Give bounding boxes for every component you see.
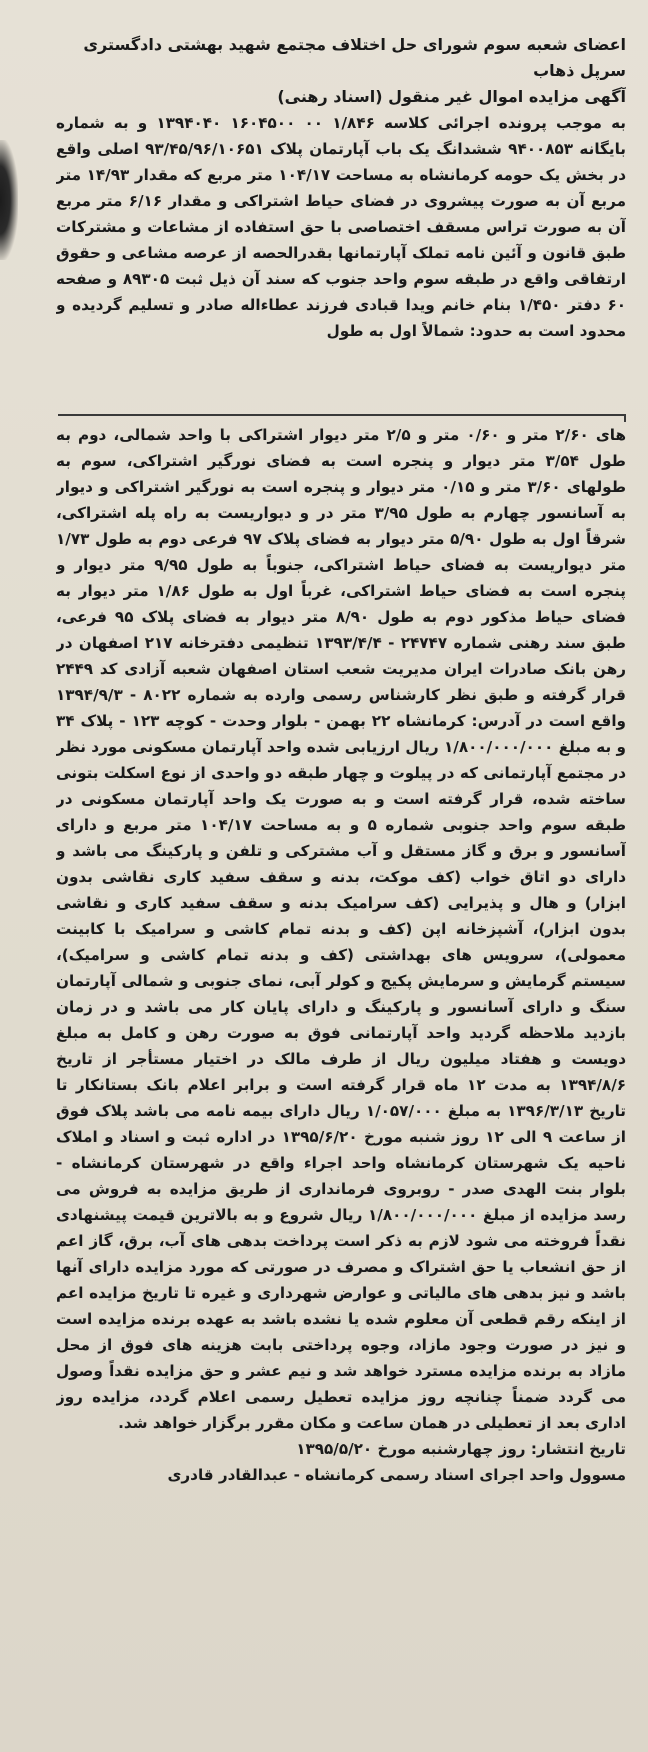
publish-date: تاریخ انتشار: روز چهارشنبه مورخ ۱۳۹۵/۵/۲۰ [296, 1440, 626, 1458]
notice-paragraph-2: های ۲/۶۰ متر و ۰/۶۰ متر و ۲/۵ متر دیوار اشتراکی با واحد شمالی، دوم به طول ۳/۵۴ متر دیوار و پنجره است به فضای نورگیر اشتراکی، سوم به طولهای ۳/۶۰ متر و ۰/۱۵ متر دیوار و پنجره است به نورگیر اشتراکی و دیوار به آسانسور چهارم به طول ۳/۹۵ متر در و دیواریست به راه پله اشتراکی، شرقاً اول به طول ۵/۹۰ متر دیوار به فضای پلاک ۹۷ فرعی دوم به طول ۱/۷۳ متر دیواریست به فضای حیاط اشتراکی، جنوباً به طول ۹/۹۵ متر دیوار و پنجره است به فضای حیاط اشتراکی، غرباً اول به طول ۱/۸۶ متر دیوار به فضای حیاط مذکور دوم به طول ۸/۹۰ متر دیوار به فضای پلاک ۹۵ فرعی، طبق سند رهنی شماره ۲۴۷۴۷ - ۱۳۹۳/۴/۴ تنظیمی دفترخانه ۲۱۷ اصفهان در رهن بانک صادرات ایران مدیریت شعب استان اصفهان شعبه آزادی کد ۲۴۴۹ قرار گرفته و طبق نظر کارشناس رسمی وارده به شماره ۸۰۲۲ - ۱۳۹۴/۹/۳ واقع است در آدرس: کرمانشاه ۲۲ بهمن - بلوار وحدت - کوچه ۱۲۳ - پلاک ۳۴ و به مبلغ ۱/۸۰۰/۰۰۰/۰۰۰ ریال ارزیابی شده واحد آپارتمان مسکونی مورد نظر در مجتمع آپارتمانی که در پیلوت و چهار طبقه دو واحدی از نوع اسکلت بتونی ساخته شده، قرار گرفته است و به صورت یک واحد آپارتمان مسکونی در طبقه سوم واحد جنوبی شماره ۵ و به مساحت ۱۰۴/۱۷ متر مربع و دارای آسانسور و برق و گاز مستقل و آب مشترکی و تلفن و پارکینگ می باشد و دارای دو اتاق خواب (کف موکت، بدنه و سقف سفید کاری نقاشی بدون ابزار) و هال و پذیرایی (کف سرامیک بدنه و سقف سفید کاری و نقاشی بدون ابزار)، آشپزخانه اپن (کف و بدنه تمام کاشی و سرامیک با کابینت معمولی)، سرویس های بهداشتی (کف و بدنه تمام کاشی و سرامیک)، سیستم گرمایش و سرمایش پکیج و کولر آبی، نمای جنوبی و شمالی آپارتمان سنگ و دارای آسانسور و پارکینگ و دارای پایان کار می باشد و در زمان بازدید ملاحظه گردید واحد آپارتمانی فوق به صورت رهن و کامل به مبلغ دویست و هفتاد میلیون ریال از طرف مالک در اختیار مستأجر از تاریخ ۱۳۹۴/۸/۶ به مدت ۱۲ ماه قرار گرفته است و برابر اعلام بانک بستانکار تا تاریخ ۱۳۹۶/۳/۱۳ به مبلغ ۱/۰۵۷/۰۰۰ ریال دارای بیمه نامه می باشد پلاک فوق از ساعت ۹ الی ۱۲ روز شنبه مورخ ۱۳۹۵/۶/۲۰ در اداره ثبت و اسناد و املاک ناحیه یک شهرستان کرمانشاه واحد اجراء واقع در شهرستان کرمانشاه - بلوار بنت الهدی صدر - روبروی فرمانداری از طریق مزایده به فروش می رسد مزایده از مبلغ ۱/۸۰۰/۰۰۰/۰۰۰ ریال شروع و به بالاترین قیمت پیشنهادی نقداً فروخته می شود لازم به ذکر است پرداخت بدهی های آب، برق، گاز اعم از حق انشعاب یا حق اشتراک و مصرف در صورتی که مورد مزایده دارای آنها باشد و نیز بدهی های مالیاتی و عوارض شهرداری و غیره تا تاریخ مزایده اعم از اینکه رقم قطعی آن معلوم شده یا نشده باشد به عهده برنده مزایده است و نیز در صورت وجود مازاد، وجوه پرداختی بابت هزینه های فوق از محل مازاد به برنده مزایده مسترد خواهد شد و نیم عشر و حق مزایده نقداً وصول می گردد ضمناً چنانچه روز مزایده تعطیل رسمی اعلام گردد، مزایده روز اداری بعد از تعطیلی در همان ساعت و مکان مقرر برگزار خواهد شد. [56, 426, 626, 1432]
notice-title: آگهی مزایده اموال غیر منقول (اسناد رهنی) [277, 87, 626, 106]
notice-bottom-column [56, 422, 626, 1744]
column-divider [58, 414, 624, 416]
notice-header-line2: سرپل ذهاب [533, 61, 626, 80]
page-shadow-edge [0, 140, 18, 260]
signature-line: مسوول واحد اجرای اسناد رسمی کرمانشاه - عبدالقادر قادری [167, 1466, 626, 1484]
notice-paragraph-1: به موجب پرونده اجرائی کلاسه ۱/۸۴۶ ۰۰ ۱۶۰۴۵۰۰ ۱۳۹۴۰۴۰ و به شماره بایگانه ۹۴۰۰۸۵۳ ششدانگ یک باب آپارتمان پلاک ۹۳/۴۵/۹۶/۱۰۶۵۱ اصلی واقع در بخش یک حومه کرمانشاه به مساحت ۱۰۴/۱۷ متر مربع که مقدار ۱۴/۹۳ متر مربع آن به صورت پیشروی در فضای حیاط اشتراکی و مقدار ۶/۱۶ متر مربع آن به صورت تراس مسقف اختصاصی با حق استفاده از مشاعات و مشترکات طبق قانون و آئین نامه تملک آپارتمانها بقدرالحصه از عرصه مشاعی و حقوق ارتفاقی واقع در طبقه سوم واحد جنوب که سند آن ذیل ثبت ۸۹۳۰۵ و صفحه ۶۰ دفتر ۱/۴۵۰ بنام خانم ویدا قبادی فرزند عطاءاله صادر و تسلیم گردیده و محدود است به حدود: شمالاً اول به طول [56, 114, 626, 340]
notice-header-line1: اعضای شعبه سوم شورای حل اختلاف مجتمع شهید بهشتی دادگستری [83, 35, 626, 54]
column-divider-edge [624, 414, 626, 422]
notice-top-column [56, 32, 626, 412]
